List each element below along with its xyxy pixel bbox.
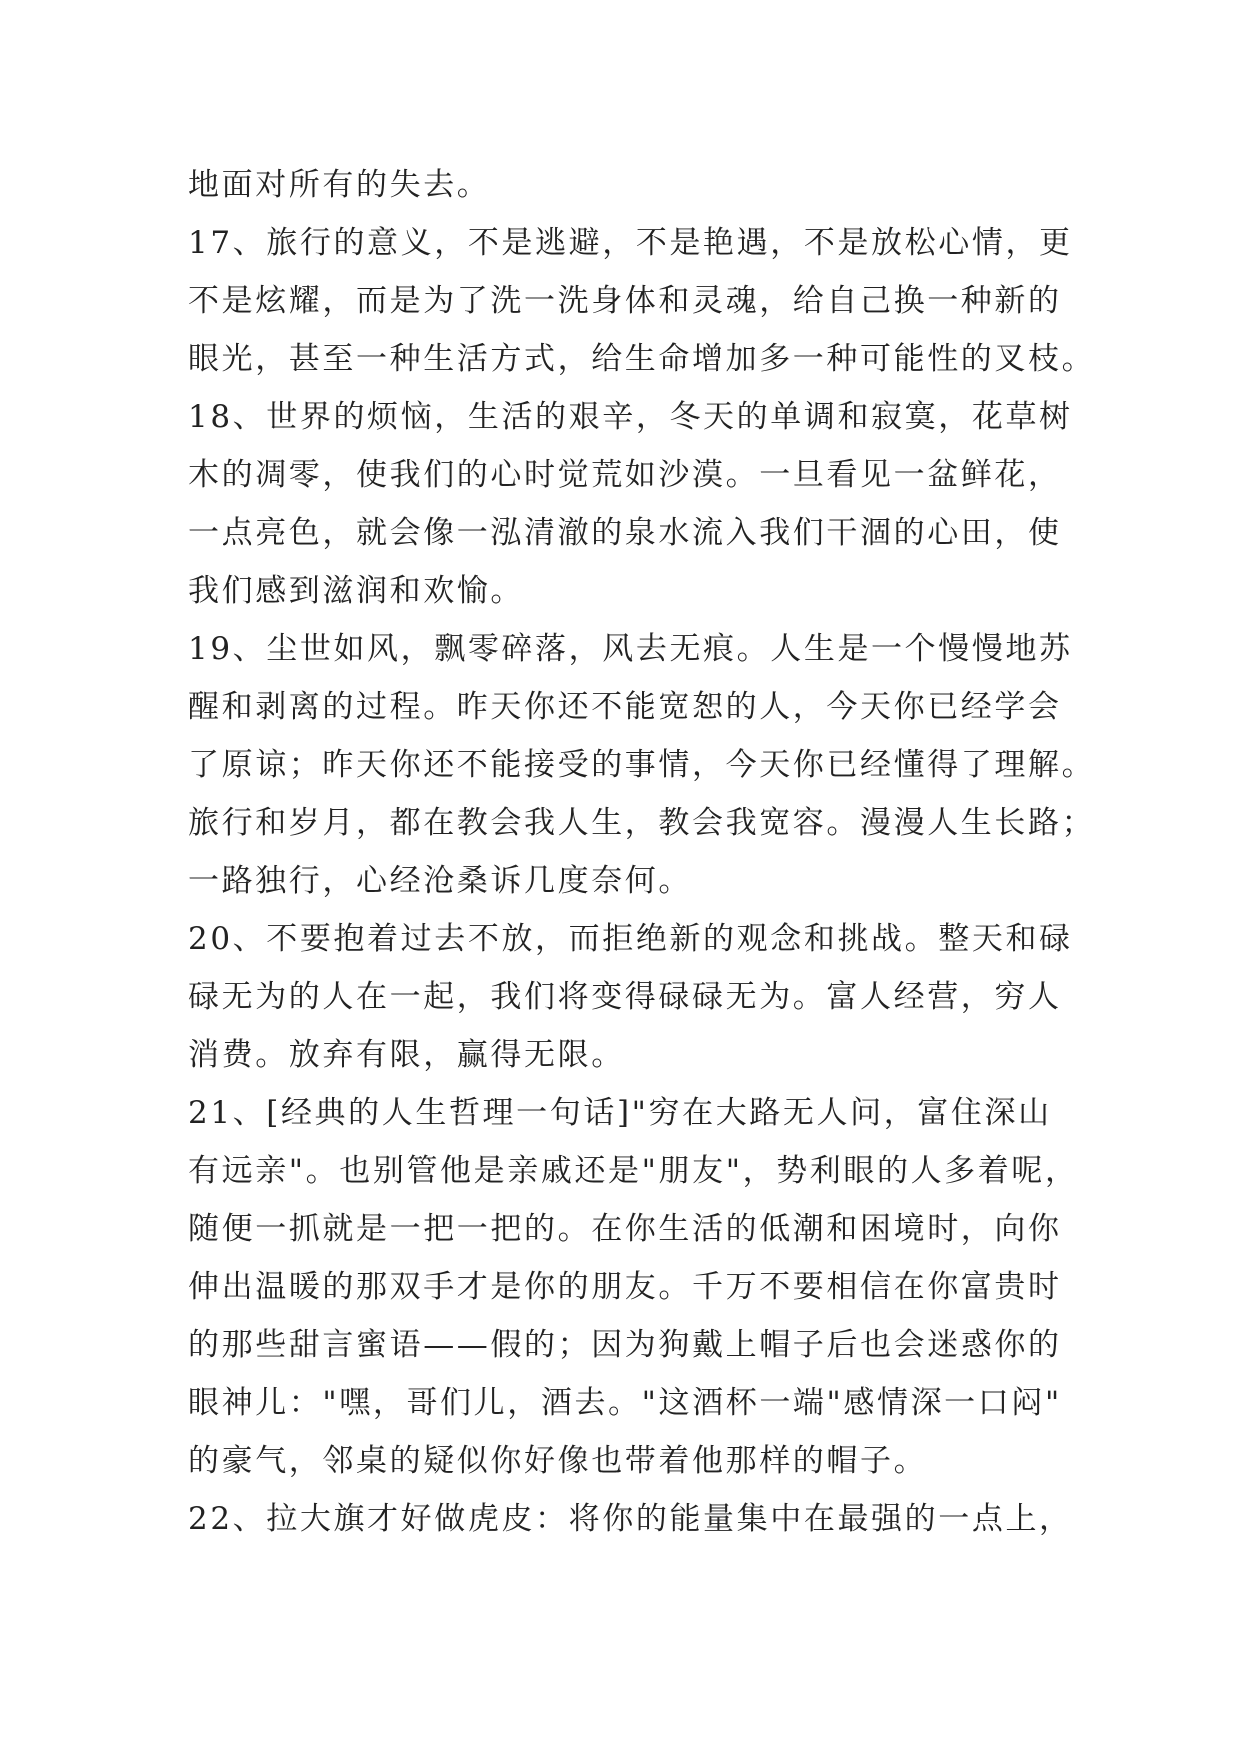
text-line: 有远亲"。也别管他是亲戚还是"朋友"，势利眼的人多着呢，	[188, 1153, 1079, 1189]
text-line: 一点亮色，就会像一泓清澈的泉水流入我们干涸的心田，使	[188, 515, 1062, 551]
text-line: 19、尘世如风，飘零碎落，风去无痕。人生是一个慢慢地苏	[188, 631, 1073, 667]
text-line: 眼光，甚至一种生活方式，给生命增加多一种可能性的叉枝。	[188, 341, 1096, 377]
text-line: 消费。放弃有限，赢得无限。	[188, 1037, 625, 1073]
text-line: 伸出温暖的那双手才是你的朋友。千万不要相信在你富贵时	[188, 1269, 1062, 1305]
text-line: 不是炫耀，而是为了洗一洗身体和灵魂，给自己换一种新的	[188, 283, 1062, 319]
text-line: 眼神儿："嘿，哥们儿，酒去。"这酒杯一端"感情深一口闷"	[188, 1385, 1062, 1421]
text-line: 了原谅；昨天你还不能接受的事情，今天你已经懂得了理解。	[188, 747, 1096, 783]
text-line: 20、不要抱着过去不放，而拒绝新的观念和挑战。整天和碌	[188, 921, 1073, 957]
text-line: 一路独行，心经沧桑诉几度奈何。	[188, 863, 692, 899]
text-line: 地面对所有的失去。	[188, 167, 491, 203]
text-line: 我们感到滋润和欢愉。	[188, 573, 524, 609]
text-line: 醒和剥离的过程。昨天你还不能宽恕的人，今天你已经学会	[188, 689, 1062, 725]
text-line: 随便一抓就是一把一把的。在你生活的低潮和困境时，向你	[188, 1211, 1062, 1247]
text-line: 17、旅行的意义，不是逃避，不是艳遇，不是放松心情，更	[188, 225, 1073, 261]
text-line: 22、拉大旗才好做虎皮：将你的能量集中在最强的一点上，	[188, 1501, 1073, 1537]
text-line: 碌无为的人在一起，我们将变得碌碌无为。富人经营，穷人	[188, 979, 1062, 1015]
text-line: 的豪气，邻桌的疑似你好像也带着他那样的帽子。	[188, 1443, 928, 1479]
text-line: 21、[经典的人生哲理一句话]"穷在大路无人问，富住深山	[188, 1095, 1052, 1131]
text-line: 木的凋零，使我们的心时觉荒如沙漠。一旦看见一盆鲜花，	[188, 457, 1062, 493]
text-line: 18、世界的烦恼，生活的艰辛，冬天的单调和寂寞，花草树	[188, 399, 1073, 435]
text-line: 的那些甜言蜜语——假的；因为狗戴上帽子后也会迷惑你的	[188, 1327, 1062, 1363]
text-line: 旅行和岁月，都在教会我人生，教会我宽容。漫漫人生长路；	[188, 805, 1096, 841]
body-text	[188, 156, 1096, 1548]
